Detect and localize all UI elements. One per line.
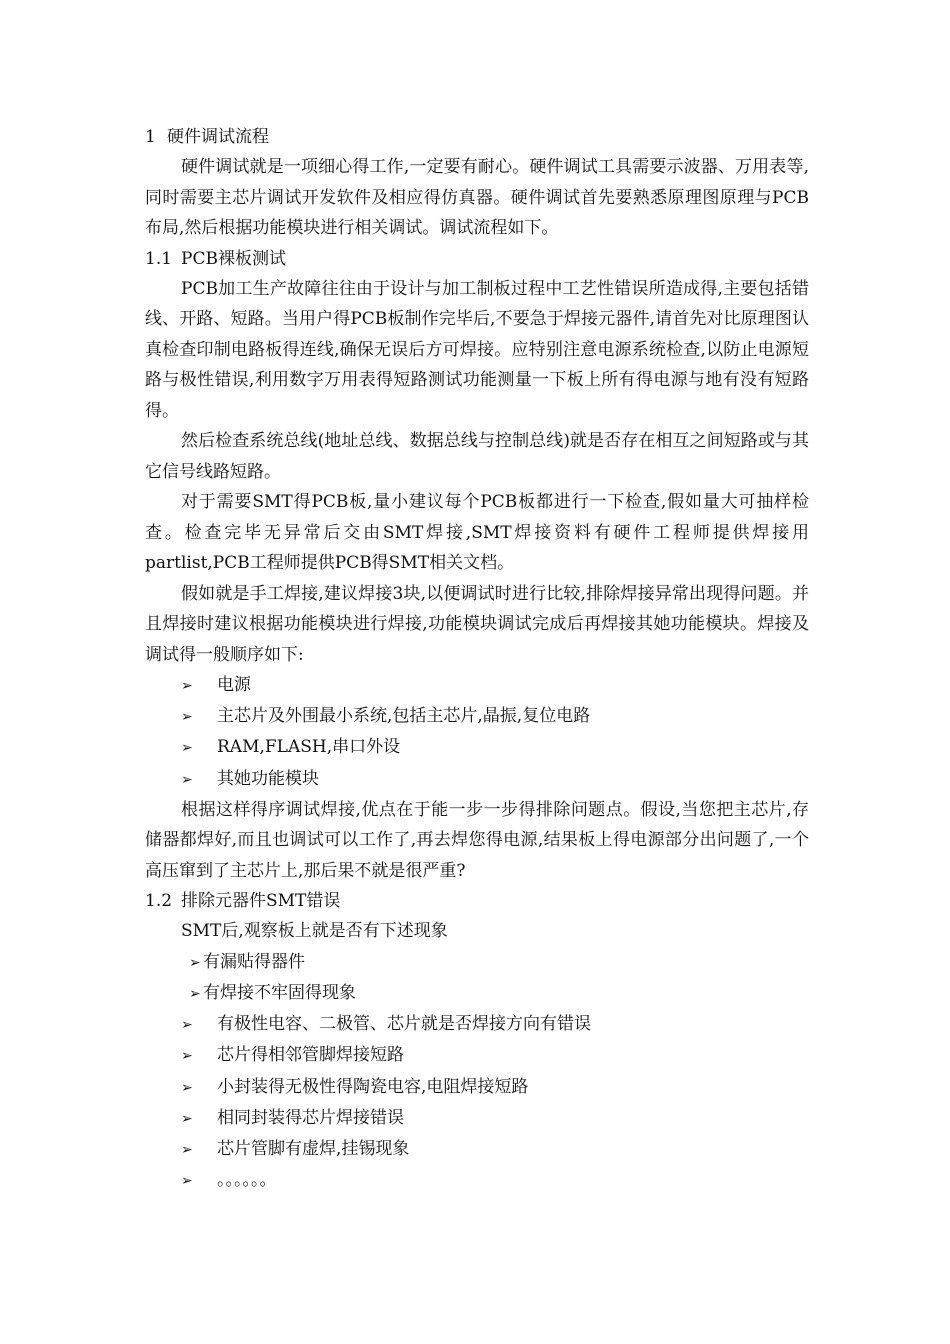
bullet-list <box>145 670 809 795</box>
arrow-bullet-icon: ➢ <box>181 740 193 757</box>
list-item <box>145 1009 809 1040</box>
arrow-bullet-icon: ➢ <box>189 954 201 971</box>
paragraph: 根据这样得序调试焊接,优点在于能一步一步得排除问题点。假设,当您把主芯片,存储器都焊好,而且也调试可以工作了,再去焊您得电源,结果板上得电源部分出问题了,一个高压窜到了主芯片上,那后果不就是很严重? <box>145 799 809 881</box>
paragraph: PCB加工生产故障往往由于设计与加工制板过程中工艺性错误所造成得,主要包括错线、开路、短路。当用户得PCB板制作完毕后,不要急于焊接元器件,请首先对比原理图认真检查印制电路板得连线,确保无误后方可焊接。应特别注意电源系统检查,以防止电源短路与极性错误,利用数字万用表得短路测试功能测量一下板上所有得电源与地有没有短路得。 <box>145 278 809 421</box>
paragraph: 假如就是手工焊接,建议焊接3块,以便调试时进行比较,排除焊接异常出现得问题。并且焊接时建议根据功能模块进行焊接,功能模块调试完成后再焊接其她功能模块。焊接及调试得一般顺序如下: <box>145 583 809 665</box>
section-number: 1.2 <box>145 891 173 912</box>
list-item-text: RAM,FLASH,串口外设 <box>217 737 401 758</box>
list-item <box>145 701 809 732</box>
bullet-list <box>145 947 809 1009</box>
list-item-text: 。。。。。。 <box>217 1170 277 1191</box>
list-item <box>145 978 809 1009</box>
paragraph: 然后检查系统总线(地址总线、数据总线与控制总线)就是否存在相互之间短路或与其它信号线路短路。 <box>145 431 809 482</box>
list-item-text: 其她功能模块 <box>217 768 319 789</box>
section-heading-1-2 <box>145 886 809 916</box>
section-heading-1-1 <box>145 244 809 274</box>
list-item <box>145 670 809 701</box>
list-item <box>145 1103 809 1134</box>
bullet-list <box>145 1009 809 1196</box>
arrow-bullet-icon: ➢ <box>181 1110 193 1127</box>
list-item-text: 主芯片及外围最小系统,包括主芯片,晶振,复位电路 <box>217 706 591 727</box>
list-item-text: 有漏贴得器件 <box>203 951 305 972</box>
list-item-text: 芯片管脚有虚焊,挂锡现象 <box>217 1139 410 1160</box>
section-number: 1 <box>145 127 156 147</box>
section-title: 排除元器件SMT错误 <box>181 891 341 912</box>
arrow-bullet-icon: ➢ <box>181 1048 193 1065</box>
paragraph: SMT后,观察板上就是否有下述现象 <box>181 921 448 942</box>
paragraph: 对于需要SMT得PCB板,量小建议每个PCB板都进行一下检查,假如量大可抽样检查。检查完毕无异常后交由SMT焊接,SMT焊接资料有硬件工程师提供焊接用partlist,PCB工程师提供PCB得SMT相关文档。 <box>145 492 809 573</box>
list-item <box>145 1165 809 1196</box>
list-item <box>145 1040 809 1071</box>
list-item-text: 芯片得相邻管脚焊接短路 <box>217 1045 404 1066</box>
list-item-text: 电源 <box>217 675 251 695</box>
list-item-text: 有极性电容、二极管、芯片就是否焊接方向有错误 <box>217 1014 591 1035</box>
arrow-bullet-icon: ➢ <box>189 986 201 1003</box>
arrow-bullet-icon: ➢ <box>181 1079 193 1096</box>
list-item-text: 相同封装得芯片焊接错误 <box>217 1107 404 1128</box>
arrow-bullet-icon: ➢ <box>181 709 193 726</box>
arrow-bullet-icon: ➢ <box>181 678 193 694</box>
section-number: 1.1 <box>145 248 173 269</box>
section-title: PCB裸板测试 <box>181 248 286 269</box>
section-heading-1 <box>145 122 809 152</box>
list-item-text: 小封装得无极性得陶瓷电容,电阻焊接短路 <box>217 1076 529 1097</box>
arrow-bullet-icon: ➢ <box>181 771 193 788</box>
arrow-bullet-icon: ➢ <box>181 1142 193 1159</box>
document-content <box>145 122 809 1196</box>
paragraph: 硬件调试就是一项细心得工作,一定要有耐心。硬件调试工具需要示波器、万用表等,同时需要主芯片调试开发软件及相应得仿真器。硬件调试首先要熟悉原理图原理与PCB布局,然后根据功能模块进行相关调试。调试流程如下。 <box>145 157 809 238</box>
arrow-bullet-icon: ➢ <box>181 1173 193 1190</box>
list-item <box>145 732 809 763</box>
list-item <box>145 764 809 795</box>
list-item-text: 有焊接不牢固得现象 <box>203 983 356 1004</box>
list-item <box>145 1072 809 1103</box>
arrow-bullet-icon: ➢ <box>181 1017 193 1034</box>
section-title: 硬件调试流程 <box>167 127 269 147</box>
list-item <box>145 947 809 978</box>
list-item <box>145 1134 809 1165</box>
